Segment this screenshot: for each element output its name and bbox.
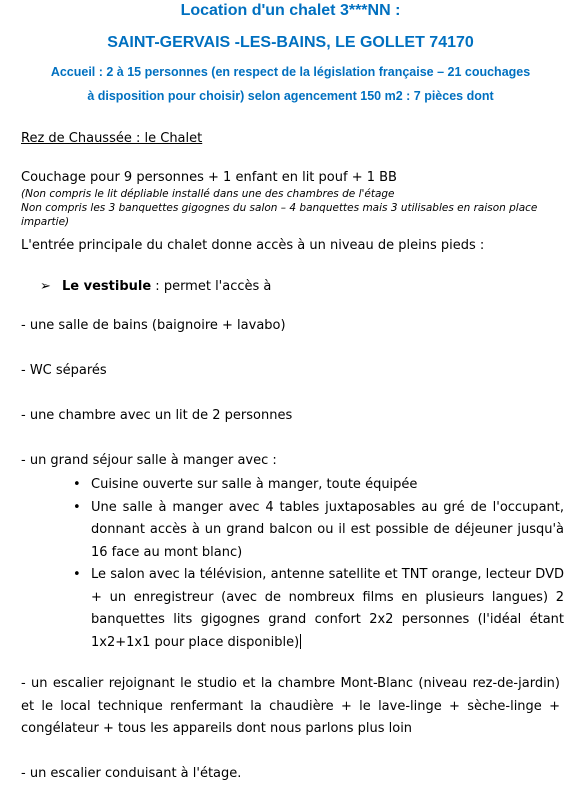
vestibule-label: Le vestibule — [62, 279, 152, 294]
bullet-icon: • — [73, 477, 81, 492]
text-cursor — [300, 634, 301, 649]
section-title: Rez de Chaussée : le Chalet — [21, 131, 203, 146]
bullet-icon: • — [73, 567, 81, 582]
bullet-text-cuisine: Cuisine ouverte sur salle à manger, toute équipée — [91, 477, 418, 492]
title-line-2: SAINT-GERVAIS -LES-BAINS, LE GOLLET 74170 — [107, 34, 474, 51]
accueil-line-1: Accueil : 2 à 15 personnes (en respect de la législation française – 21 couchages — [50, 65, 531, 79]
item-salle-de-bains: - une salle de bains (baignoire + lavabo) — [21, 318, 286, 333]
note-line-3: impartie) — [21, 216, 70, 228]
bullet-text-salle-a-manger: Une salle à manger avec 4 tables juxtaposables au gré de l'occupant, donnant accès à un grand balcon ou il est possible de déjeuner jusqu'à 16 face au mont blanc) — [91, 499, 564, 560]
list-item — [70, 474, 564, 497]
entree-text: L'entrée principale du chalet donne accès à un niveau de pleins pieds : — [21, 238, 485, 253]
note-line-1: (Non compris le lit dépliable installé dans une des chambres de l'étage — [21, 188, 395, 200]
item-sejour: - un grand séjour salle à manger avec : — [21, 453, 277, 468]
vestibule-line — [40, 279, 271, 294]
bullet-icon: • — [73, 499, 81, 515]
item-chambre: - une chambre avec un lit de 2 personnes — [21, 408, 293, 423]
list-item — [70, 564, 564, 654]
escalier-studio-text: - un escalier rejoignant le studio et la chambre Mont-Blanc (niveau rez-de-jardin) et le local technique renfermant la chaudière + le lave-linge + sèche-linge + congélateur + tous les appareils dont nous parlons plus loin — [21, 676, 560, 736]
couchage-text: Couchage pour 9 personnes + 1 enfant en lit pouf + 1 BB — [21, 170, 397, 185]
escalier-etage-text: - un escalier conduisant à l'étage. — [21, 766, 242, 781]
list-item — [70, 497, 564, 565]
accueil-line-2: à disposition pour choisir) selon agencement 150 m2 : 7 pièces dont — [87, 89, 494, 103]
sejour-bullet-list — [70, 474, 564, 654]
arrow-bullet-icon: ➢ — [40, 279, 51, 294]
title-line-1: Location d'un chalet 3***NN : — [180, 2, 401, 19]
item-wc: - WC séparés — [21, 363, 107, 378]
vestibule-rest: : permet l'accès à — [151, 279, 272, 294]
note-line-2: Non compris les 3 banquettes gigognes du salon – 4 banquettes mais 3 utilisables en raison place — [21, 202, 538, 214]
bullet-text-salon: Le salon avec la télévision, antenne satellite et TNT orange, lecteur DVD + un enregistreur (avec de nombreux films en plusieurs langues) 2 banquettes lits gigognes grand confort 2x2 personnes (l'idéal étant 1x2+1x1 pour place disponible) — [91, 567, 564, 650]
